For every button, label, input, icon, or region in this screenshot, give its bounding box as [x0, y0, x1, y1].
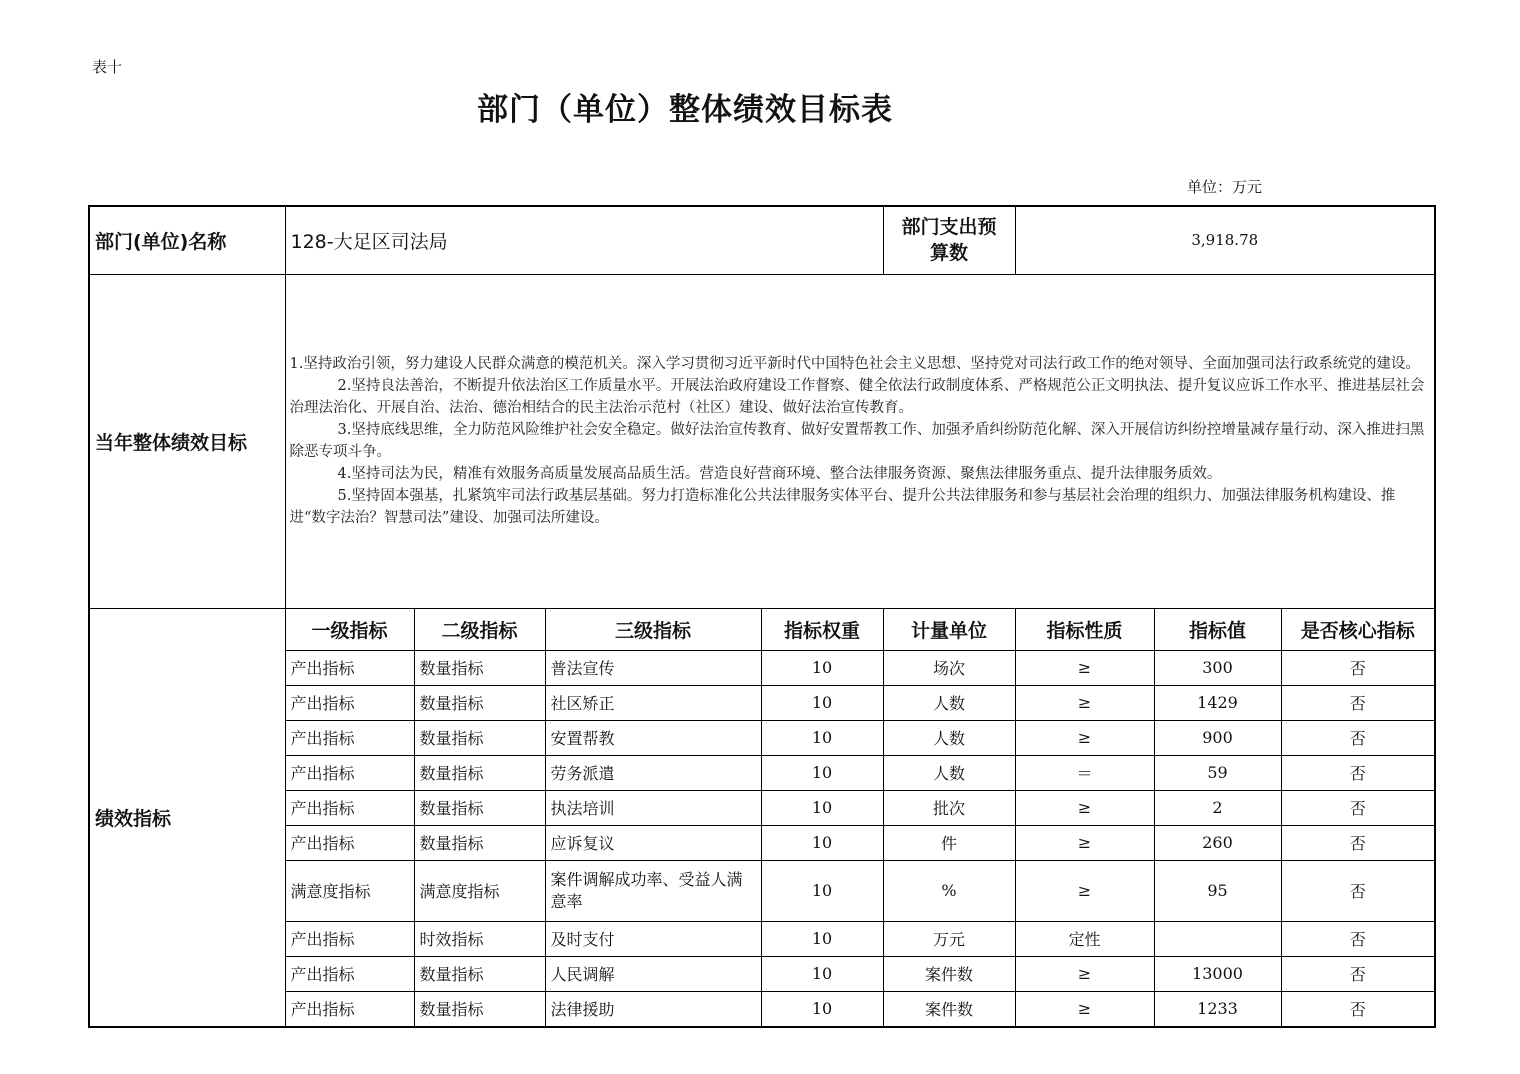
cell-unit: 万元 [883, 921, 1015, 956]
cell-value: 260 [1154, 825, 1281, 860]
budget-value: 3,918.78 [1015, 206, 1435, 274]
cell-nature: ≥ [1015, 825, 1154, 860]
cell-nature: ≥ [1015, 956, 1154, 991]
budget-label-line1: 部门支出预 [901, 216, 997, 239]
cell-level3: 执法培训 [545, 790, 761, 825]
column-header: 二级指标 [414, 608, 545, 650]
goal-paragraph-3: 3.坚持底线思维，全力防范风险维护社会安全稳定。做好法治宣传教育、做好安置帮教工作、加强矛盾纠纷防范化解、深入开展信访纠纷控增量减存量行动、深入推进扫黑除恶专项斗争。 [289, 422, 1425, 460]
table-row [89, 790, 1435, 825]
cell-core: 否 [1281, 650, 1435, 685]
column-header: 一级指标 [285, 608, 414, 650]
column-header: 计量单位 [883, 608, 1015, 650]
cell-unit: 案件数 [883, 991, 1015, 1027]
performance-table [88, 205, 1436, 1028]
table-row [89, 991, 1435, 1027]
cell-level3: 安置帮教 [545, 720, 761, 755]
cell-core: 否 [1281, 790, 1435, 825]
cell-core: 否 [1281, 685, 1435, 720]
cell-nature: ＝ [1015, 755, 1154, 790]
cell-weight: 10 [761, 991, 883, 1027]
cell-level1: 产出指标 [285, 790, 414, 825]
cell-nature: ≥ [1015, 685, 1154, 720]
cell-unit: 人数 [883, 720, 1015, 755]
cell-core: 否 [1281, 956, 1435, 991]
cell-value: 59 [1154, 755, 1281, 790]
goals-label: 当年整体绩效目标 [89, 274, 285, 608]
indicators-label: 绩效指标 [89, 608, 285, 1027]
cell-weight: 10 [761, 825, 883, 860]
cell-core: 否 [1281, 825, 1435, 860]
cell-level2: 数量指标 [414, 755, 545, 790]
cell-level1: 产出指标 [285, 685, 414, 720]
cell-unit: 件 [883, 825, 1015, 860]
table-row [89, 720, 1435, 755]
cell-weight: 10 [761, 956, 883, 991]
cell-weight: 10 [761, 720, 883, 755]
cell-core: 否 [1281, 921, 1435, 956]
cell-weight: 10 [761, 860, 883, 921]
cell-level3: 法律援助 [545, 991, 761, 1027]
cell-value: 13000 [1154, 956, 1281, 991]
cell-value: 95 [1154, 860, 1281, 921]
cell-value: 900 [1154, 720, 1281, 755]
cell-level1: 满意度指标 [285, 860, 414, 921]
cell-value: 1429 [1154, 685, 1281, 720]
cell-level3: 劳务派遣 [545, 755, 761, 790]
cell-level1: 产出指标 [285, 921, 414, 956]
column-header: 是否核心指标 [1281, 608, 1435, 650]
table-row [89, 685, 1435, 720]
cell-weight: 10 [761, 650, 883, 685]
page-title: 部门（单位）整体绩效目标表 [477, 92, 893, 128]
goals-row [89, 274, 1435, 608]
table-row [89, 921, 1435, 956]
column-header: 指标性质 [1015, 608, 1154, 650]
cell-unit: % [883, 860, 1015, 921]
dept-name-label: 部门(单位)名称 [89, 206, 285, 274]
table-row [89, 650, 1435, 685]
cell-weight: 10 [761, 685, 883, 720]
cell-level2: 数量指标 [414, 650, 545, 685]
cell-level1: 产出指标 [285, 991, 414, 1027]
cell-value: 1233 [1154, 991, 1281, 1027]
budget-label-line2: 算数 [929, 242, 968, 265]
table-row [89, 956, 1435, 991]
cell-weight: 10 [761, 921, 883, 956]
cell-level1: 产出指标 [285, 720, 414, 755]
table-row [89, 755, 1435, 790]
cell-level1: 产出指标 [285, 650, 414, 685]
unit-label: 单位：万元 [1187, 178, 1263, 196]
cell-level2: 时效指标 [414, 921, 545, 956]
cell-level3: 及时支付 [545, 921, 761, 956]
cell-core: 否 [1281, 720, 1435, 755]
cell-level3: 人民调解 [545, 956, 761, 991]
cell-weight: 10 [761, 790, 883, 825]
column-header: 指标权重 [761, 608, 883, 650]
goals-text [285, 274, 1435, 608]
cell-level2: 数量指标 [414, 825, 545, 860]
table-row [89, 860, 1435, 921]
dept-row [89, 206, 1435, 274]
cell-unit: 人数 [883, 755, 1015, 790]
cell-level1: 产出指标 [285, 825, 414, 860]
cell-core: 否 [1281, 860, 1435, 921]
cell-nature: ≥ [1015, 790, 1154, 825]
cell-core: 否 [1281, 755, 1435, 790]
goal-paragraph-4: 4.坚持司法为民，精准有效服务高质量发展高品质生活。营造良好营商环境、整合法律服务资源、聚焦法律服务重点、提升法律服务质效。 [337, 466, 1222, 482]
cell-level2: 数量指标 [414, 685, 545, 720]
cell-nature: ≥ [1015, 720, 1154, 755]
cell-level2: 数量指标 [414, 790, 545, 825]
cell-level3: 普法宣传 [545, 650, 761, 685]
cell-unit: 场次 [883, 650, 1015, 685]
goal-paragraph-5: 5.坚持固本强基，扎紧筑牢司法行政基层基础。努力打造标准化公共法律服务实体平台、提升公共法律服务和参与基层社会治理的组织力、加强法律服务机构建设、推进“数字法治？智慧司法”建设、加强司法所建设。 [289, 488, 1396, 526]
budget-label [883, 206, 1015, 274]
table-number: 表十 [92, 58, 123, 76]
cell-nature: ≥ [1015, 991, 1154, 1027]
column-header: 指标值 [1154, 608, 1281, 650]
dept-name-value: 128-大足区司法局 [285, 206, 883, 274]
table-row [89, 825, 1435, 860]
cell-level2: 数量指标 [414, 991, 545, 1027]
cell-level3: 应诉复议 [545, 825, 761, 860]
cell-unit: 批次 [883, 790, 1015, 825]
goal-paragraph-2: 2.坚持良法善治，不断提升依法治区工作质量水平。开展法治政府建设工作督察、健全依法行政制度体系、严格规范公正文明执法、提升复议应诉工作水平、推进基层社会治理法治化、开展自治、法治、德治相结合的民主法治示范村（社区）建设、做好法治宣传教育。 [289, 378, 1425, 416]
cell-level2: 数量指标 [414, 720, 545, 755]
cell-value [1154, 921, 1281, 956]
cell-level1: 产出指标 [285, 755, 414, 790]
cell-level1: 产出指标 [285, 956, 414, 991]
cell-level2: 满意度指标 [414, 860, 545, 921]
cell-value: 300 [1154, 650, 1281, 685]
cell-level3: 社区矫正 [545, 685, 761, 720]
cell-nature: 定性 [1015, 921, 1154, 956]
cell-weight: 10 [761, 755, 883, 790]
goal-paragraph-1: 1.坚持政治引领，努力建设人民群众满意的模范机关。深入学习贯彻习近平新时代中国特色社会主义思想、坚持党对司法行政工作的绝对领导、全面加强司法行政系统党的建设。 [289, 356, 1420, 372]
cell-level3: 案件调解成功率、受益人满意率 [545, 860, 761, 921]
cell-value: 2 [1154, 790, 1281, 825]
cell-unit: 案件数 [883, 956, 1015, 991]
indicator-header-row [89, 608, 1435, 650]
column-header: 三级指标 [545, 608, 761, 650]
cell-nature: ≥ [1015, 860, 1154, 921]
cell-unit: 人数 [883, 685, 1015, 720]
cell-nature: ≥ [1015, 650, 1154, 685]
cell-core: 否 [1281, 991, 1435, 1027]
cell-level2: 数量指标 [414, 956, 545, 991]
